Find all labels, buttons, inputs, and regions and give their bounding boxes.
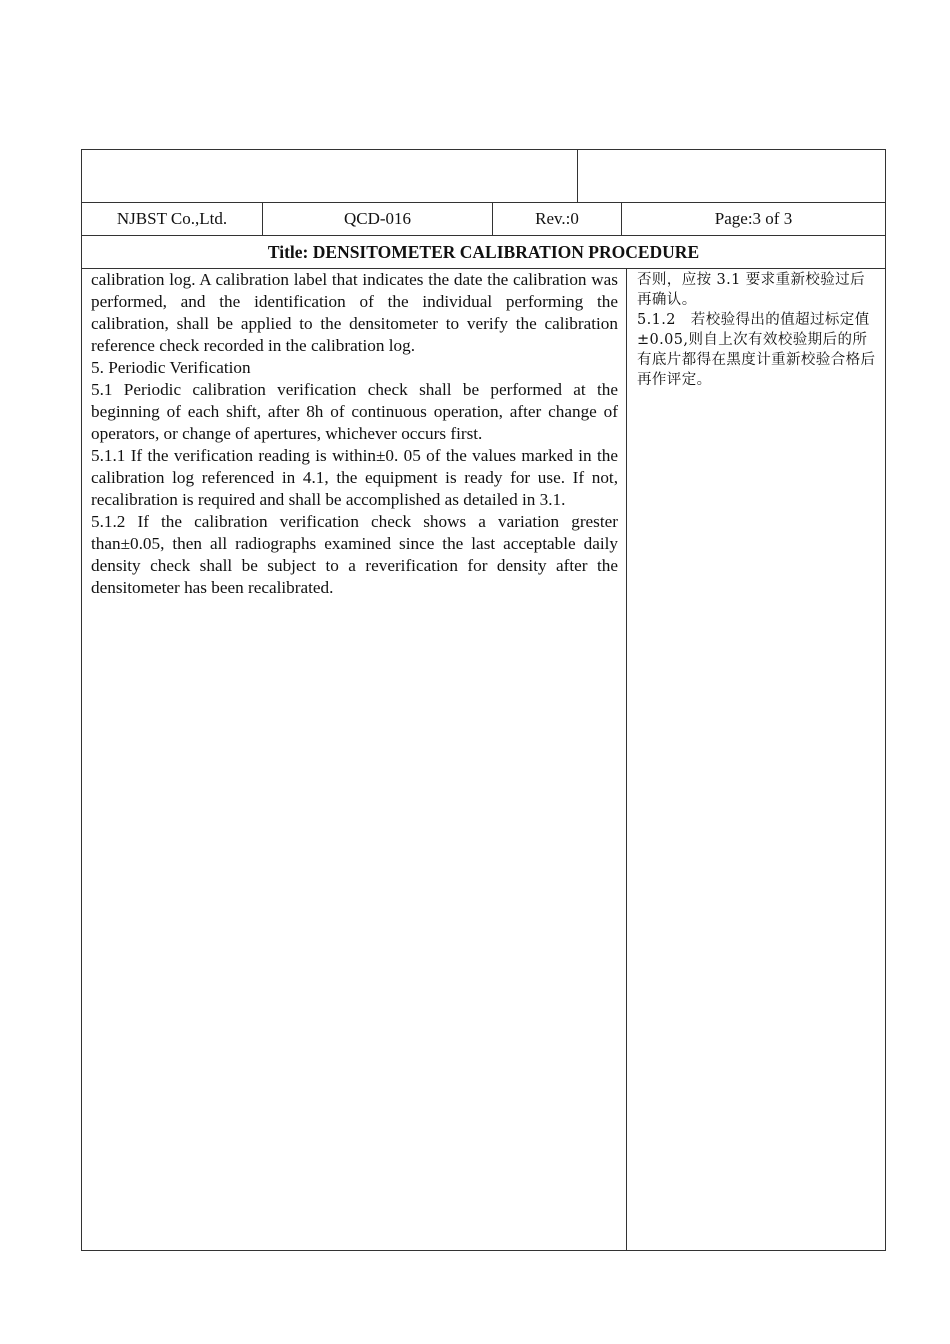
document-frame <box>81 149 886 1251</box>
company-name: NJBST Co.,Ltd. <box>82 202 263 235</box>
header-info-row <box>82 202 885 236</box>
revision-number: Rev.:0 <box>493 202 622 235</box>
english-paragraph: calibration log. A calibration label that indicates the date the calibration was performed, and the identification of the individual performing the calibration, shall be applied to the densitometer to verify the calibration reference check recorded in the calibration log. <box>91 270 618 355</box>
english-paragraph: 5.1.1 If the verification reading is within±0. 05 of the values marked in the calibration log referenced in 4.1, the equipment is ready for use. If not, recalibration is required and shall be accomplished as detailed in 3.1. <box>91 446 618 509</box>
document-number: QCD-016 <box>263 202 493 235</box>
page-number: Page:3 of 3 <box>714 209 793 228</box>
english-paragraph: 5.1.2 If the calibration verification check shows a variation grester than±0.05, then all radiographs examined since the last acceptable daily density check shall be subject to a reverification for density after the densitometer has been recalibrated. <box>91 512 618 597</box>
section-heading: 5. Periodic Verification <box>91 358 251 377</box>
english-paragraph: 5.1 Periodic calibration verification check shall be performed at the beginning of each shift, after 8h of continuous operation, after change of operators, or change of apertures, whichever occurs first. <box>91 380 618 443</box>
chinese-text-column <box>627 269 885 1250</box>
document-title: Title: DENSITOMETER CALIBRATION PROCEDURE <box>82 236 885 269</box>
chinese-paragraph: 5.1.2 若校验得出的值超过标定值±0.05,则自上次有效校验期后的所有底片都得在黑度计重新校验合格后再作评定。 <box>637 312 876 388</box>
chinese-paragraph: 否则，应按 3.1 要求重新校验过后再确认。 <box>637 272 865 308</box>
header-logo-row <box>82 150 885 203</box>
english-text-column <box>82 269 627 1250</box>
header-logo-divider <box>577 150 578 202</box>
